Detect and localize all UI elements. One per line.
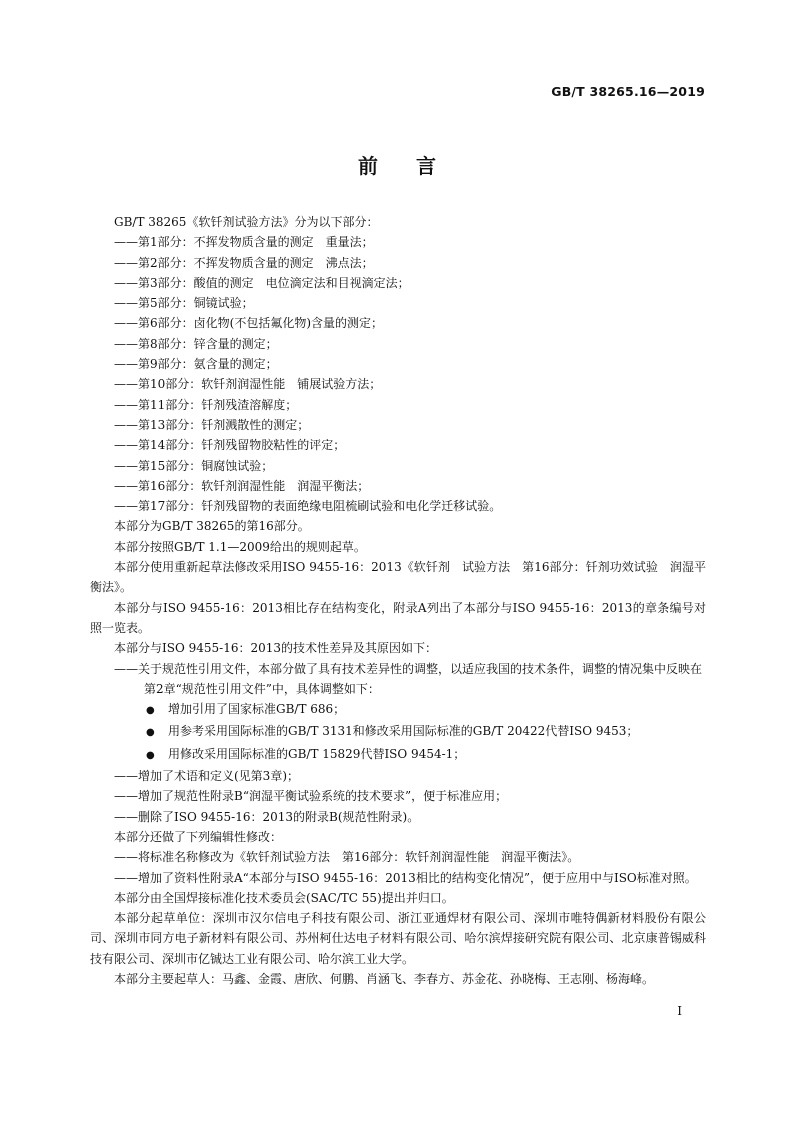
list-item: ——第11部分：钎剂残渣溶解度；	[114, 397, 298, 412]
bullet-icon: ●	[146, 705, 155, 717]
structure-paragraph: 本部分与ISO 9455-16：2013相比存在结构变化，附录A列出了本部分与ISO 9455-16：2013的章条编号对照一览表。	[90, 600, 706, 635]
bullet-text: 用参考采用国际标准的GB/T 3131和修改采用国际标准的GB/T 20422代替ISO 9453；	[168, 724, 639, 739]
redraft-paragraph: 本部分使用重新起草法修改采用ISO 9455-16：2013《软钎剂 试验方法 第16部分：钎剂功效试验 润湿平衡法》。	[90, 560, 706, 595]
list-item: ——第2部分：不挥发物质含量的测定 沸点法；	[114, 255, 374, 270]
proposed-by-paragraph: 本部分由全国焊接标准化技术委员会(SAC/TC 55)提出并归口。	[114, 890, 454, 905]
bullet-list	[90, 699, 706, 766]
standard-code-header: GB/T 38265.16—2019	[551, 84, 705, 99]
drafters-paragraph: 本部分主要起草人：马鑫、金霞、唐欣、何鹏、肖涵飞、李春方、苏金花、孙晓梅、王志刚、杨海峰。	[114, 971, 655, 986]
bullet-text: 增加引用了国家标准GB/T 686；	[168, 702, 346, 717]
list-item: ——第14部分：钎剂残留物胶粘性的评定；	[114, 438, 346, 453]
list-item: ——第6部分：卤化物(不包括氟化物)含量的测定；	[114, 316, 383, 331]
page-number: I	[677, 1004, 682, 1018]
bullet-icon: ●	[146, 749, 155, 761]
bullet-item	[90, 721, 706, 743]
editorial-paragraph: 本部分还做了下列编辑性修改：	[114, 829, 283, 844]
list-item: ——第17部分：钎剂残留物的表面绝缘电阻梳刷试验和电化学迁移试验。	[114, 499, 502, 514]
bullet-text: 用修改采用国际标准的GB/T 15829代替ISO 9454-1；	[168, 746, 466, 761]
page-title: 前言	[358, 154, 474, 178]
drafting-rules-paragraph: 本部分按照GB/T 1.1—2009给出的规则起草。	[114, 539, 366, 554]
list-item: ——第15部分：铜腐蚀试验；	[114, 458, 274, 473]
list-item: ——第9部分：氨含量的测定；	[114, 357, 278, 372]
list-item: ——第16部分：软钎剂润湿性能 润湿平衡法；	[114, 478, 370, 493]
list-item: ——增加了资料性附录A“本部分与ISO 9455-16：2013相比的结构变化情况”，便于应用中与ISO标准对照。	[114, 870, 697, 885]
foreword-body	[90, 212, 706, 989]
list-item: ——将标准名称修改为《软钎剂试验方法 第16部分：软钎剂润湿性能 润湿平衡法》。	[114, 850, 580, 865]
drafting-units-paragraph: 本部分起草单位：深圳市汉尔信电子科技有限公司、浙江亚通焊材有限公司、深圳市唯特偶新材料股份有限公司、深圳市同方电子新材料有限公司、苏州柯仕达电子材料有限公司、哈尔滨焊接研究院有限公司、北京康普锡威科技有限公司、深圳市亿铖达工业有限公司、哈尔滨工业大学。	[90, 911, 706, 966]
list-item: ——第1部分：不挥发物质含量的测定 重量法；	[114, 235, 374, 250]
normative-references-diff: ——关于规范性引用文件，本部分做了具有技术差异性的调整，以适应我国的技术条件，调整的情况集中反映在第2章“规范性引用文件”中，具体调整如下：	[114, 661, 703, 696]
bullet-item	[90, 699, 706, 721]
parts-list	[90, 232, 706, 516]
list-item: ——删除了ISO 9455-16：2013的附录B(规范性附录)。	[114, 809, 420, 824]
technical-differences-paragraph: 本部分与ISO 9455-16：2013的技术性差异及其原因如下：	[114, 641, 438, 656]
list-item: ——第3部分：酸值的测定 电位滴定法和目视滴定法；	[114, 275, 410, 290]
part-of-paragraph: 本部分为GB/T 38265的第16部分。	[114, 519, 310, 534]
intro-paragraph: GB/T 38265《软钎剂试验方法》分为以下部分：	[114, 215, 379, 229]
bullet-item	[90, 744, 706, 766]
list-item: ——第5部分：铜镜试验；	[114, 296, 254, 311]
list-item: ——第10部分：软钎剂润湿性能 铺展试验方法；	[114, 377, 382, 392]
list-item: ——第13部分：钎剂溅散性的测定；	[114, 417, 310, 432]
list-item: ——增加了规范性附录B“润湿平衡试验系统的技术要求”，便于标准应用；	[114, 789, 508, 804]
list-item: ——增加了术语和定义(见第3章)；	[114, 769, 299, 784]
list-item: ——第8部分：锌含量的测定；	[114, 336, 278, 351]
bullet-icon: ●	[146, 727, 155, 739]
